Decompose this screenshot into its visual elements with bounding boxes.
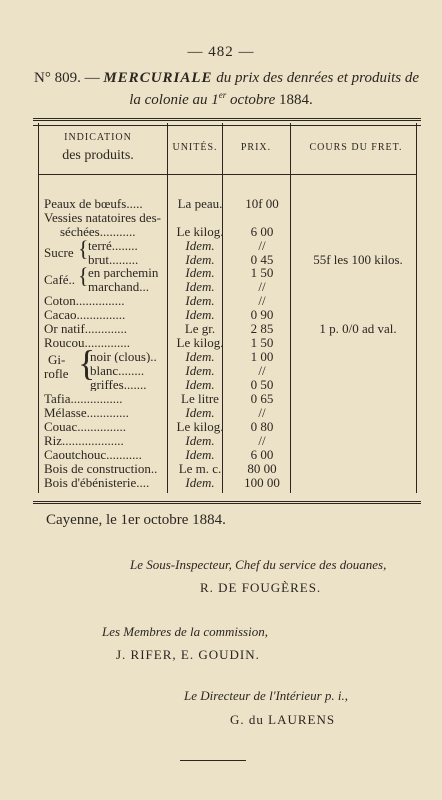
row-unit: Idem.	[185, 405, 215, 420]
title-year: 1884.	[279, 92, 313, 108]
row-price: 100 00	[244, 475, 280, 490]
row-unit: Le kilog.	[176, 419, 224, 434]
row-unit: Idem.	[185, 252, 215, 267]
place-date: Cayenne, le 1er octobre 1884.	[46, 512, 226, 528]
title-month: octobre	[230, 92, 276, 108]
row-price: 6 00	[250, 224, 274, 239]
row-label: noir (clous)..	[90, 350, 157, 363]
document-title-line2	[0, 90, 442, 109]
row-label: Tafia................	[44, 392, 123, 405]
group-label-girofle-1: Gi-	[48, 352, 66, 367]
brace-cafe: {	[78, 263, 89, 288]
row-price: //	[258, 433, 266, 448]
row-unit: Idem.	[185, 433, 215, 448]
row-price: 0 65	[250, 391, 274, 406]
members-title: Les Membres de la commission,	[102, 624, 268, 639]
header-freight: COURS DU FRET.	[309, 142, 403, 153]
header-units: UNITÉS.	[172, 142, 218, 153]
row-label: Bois de construction..	[44, 462, 158, 475]
table-left-border	[38, 123, 39, 493]
row-unit: Le litre	[181, 391, 219, 406]
document-title-line1	[34, 70, 426, 87]
header-rule	[38, 174, 416, 175]
row-label: Peaux de bœufs.....	[44, 197, 143, 210]
row-label: Mélasse.............	[44, 406, 129, 419]
row-label: Riz...................	[44, 434, 124, 447]
title-day: 1	[211, 92, 219, 108]
table-top-rule	[33, 125, 421, 126]
group-label-girofle-2: rofle	[44, 366, 69, 381]
group-label-cafe: Café..	[44, 272, 76, 287]
row-price: //	[258, 279, 266, 294]
row-label: Coton...............	[44, 294, 125, 307]
director-name: G. du LAURENS	[230, 712, 336, 727]
brace-girofle: {	[78, 343, 96, 383]
row-label: Bois d'ébénisterie....	[44, 476, 150, 489]
row-unit: Le kilog.	[176, 335, 224, 350]
bottom-rule	[180, 760, 246, 761]
row-unit: Le kilog.	[176, 224, 224, 239]
row-unit: Le gr.	[184, 321, 216, 336]
row-price: 80 00	[247, 461, 277, 476]
row-label: séchées...........	[60, 225, 136, 238]
row-label: blanc........	[90, 364, 145, 377]
row-price: //	[258, 405, 266, 420]
row-label: griffes.......	[90, 378, 147, 391]
row-fret: 1 p. 0/0 ad val.	[319, 321, 397, 336]
row-price: 2 85	[250, 321, 274, 336]
row-price: 1 50	[250, 265, 274, 280]
row-unit: Idem.	[185, 238, 215, 253]
row-label: Caoutchouc...........	[44, 448, 142, 461]
row-label: brut.........	[88, 253, 139, 266]
row-unit: Idem.	[185, 377, 215, 392]
row-price: 1 00	[250, 349, 274, 364]
row-label: Couac...............	[44, 420, 126, 433]
row-price: 6 00	[250, 447, 274, 462]
title-number: N° 809. —	[34, 70, 100, 86]
title-line2-text: la colonie au	[129, 92, 208, 108]
row-fret: 55f les 100 kilos.	[313, 252, 403, 267]
row-label: Cacao...............	[44, 308, 126, 321]
row-unit: Idem.	[185, 349, 215, 364]
header-products: des produits.	[62, 148, 134, 163]
sub-inspector-name: R. DE FOUGÈRES.	[200, 580, 322, 595]
row-label: terré........	[88, 239, 138, 252]
sub-inspector-title: Le Sous-Inspecteur, Chef du service des douanes,	[130, 557, 387, 572]
row-price: 1 50	[250, 335, 274, 350]
row-label: en parchemin	[88, 266, 159, 279]
title-day-sup: er	[218, 90, 227, 100]
members-names: J. RIFER, E. GOUDIN.	[116, 647, 260, 662]
row-unit: La peau.	[177, 196, 223, 211]
row-price: //	[258, 238, 266, 253]
row-unit: Idem.	[185, 265, 215, 280]
director-title: Le Directeur de l'Intérieur p. i.,	[184, 688, 349, 703]
header-price: PRIX.	[240, 142, 272, 153]
row-price: //	[258, 363, 266, 378]
row-price: 0 50	[250, 377, 274, 392]
brace-sucre: {	[78, 236, 89, 261]
row-unit: Idem.	[185, 307, 215, 322]
row-label: Or natif.............	[44, 322, 128, 335]
row-price: 0 45	[250, 252, 274, 267]
table-right-border	[416, 123, 417, 493]
row-price: 10f 00	[245, 196, 279, 211]
header-indication: INDICATION	[64, 132, 132, 143]
row-price: 0 80	[250, 419, 274, 434]
row-unit: Idem.	[185, 293, 215, 308]
row-label: Vessies natatoires des-	[44, 211, 161, 224]
row-unit: Idem.	[185, 475, 215, 490]
row-unit: Idem.	[185, 447, 215, 462]
row-unit: Idem.	[185, 279, 215, 294]
row-unit: Le m. c.	[178, 461, 222, 476]
row-price: //	[258, 293, 266, 308]
page-number: — 482 —	[187, 44, 255, 60]
row-label: Roucou..............	[44, 336, 130, 349]
title-rest: du prix des denrées et produits de	[216, 70, 420, 86]
row-unit: Idem.	[185, 363, 215, 378]
row-label: marchand...	[88, 280, 150, 293]
row-price: 0 90	[250, 307, 274, 322]
group-label-sucre: Sucre	[44, 245, 74, 260]
title-label: MERCURIALE	[103, 70, 213, 86]
